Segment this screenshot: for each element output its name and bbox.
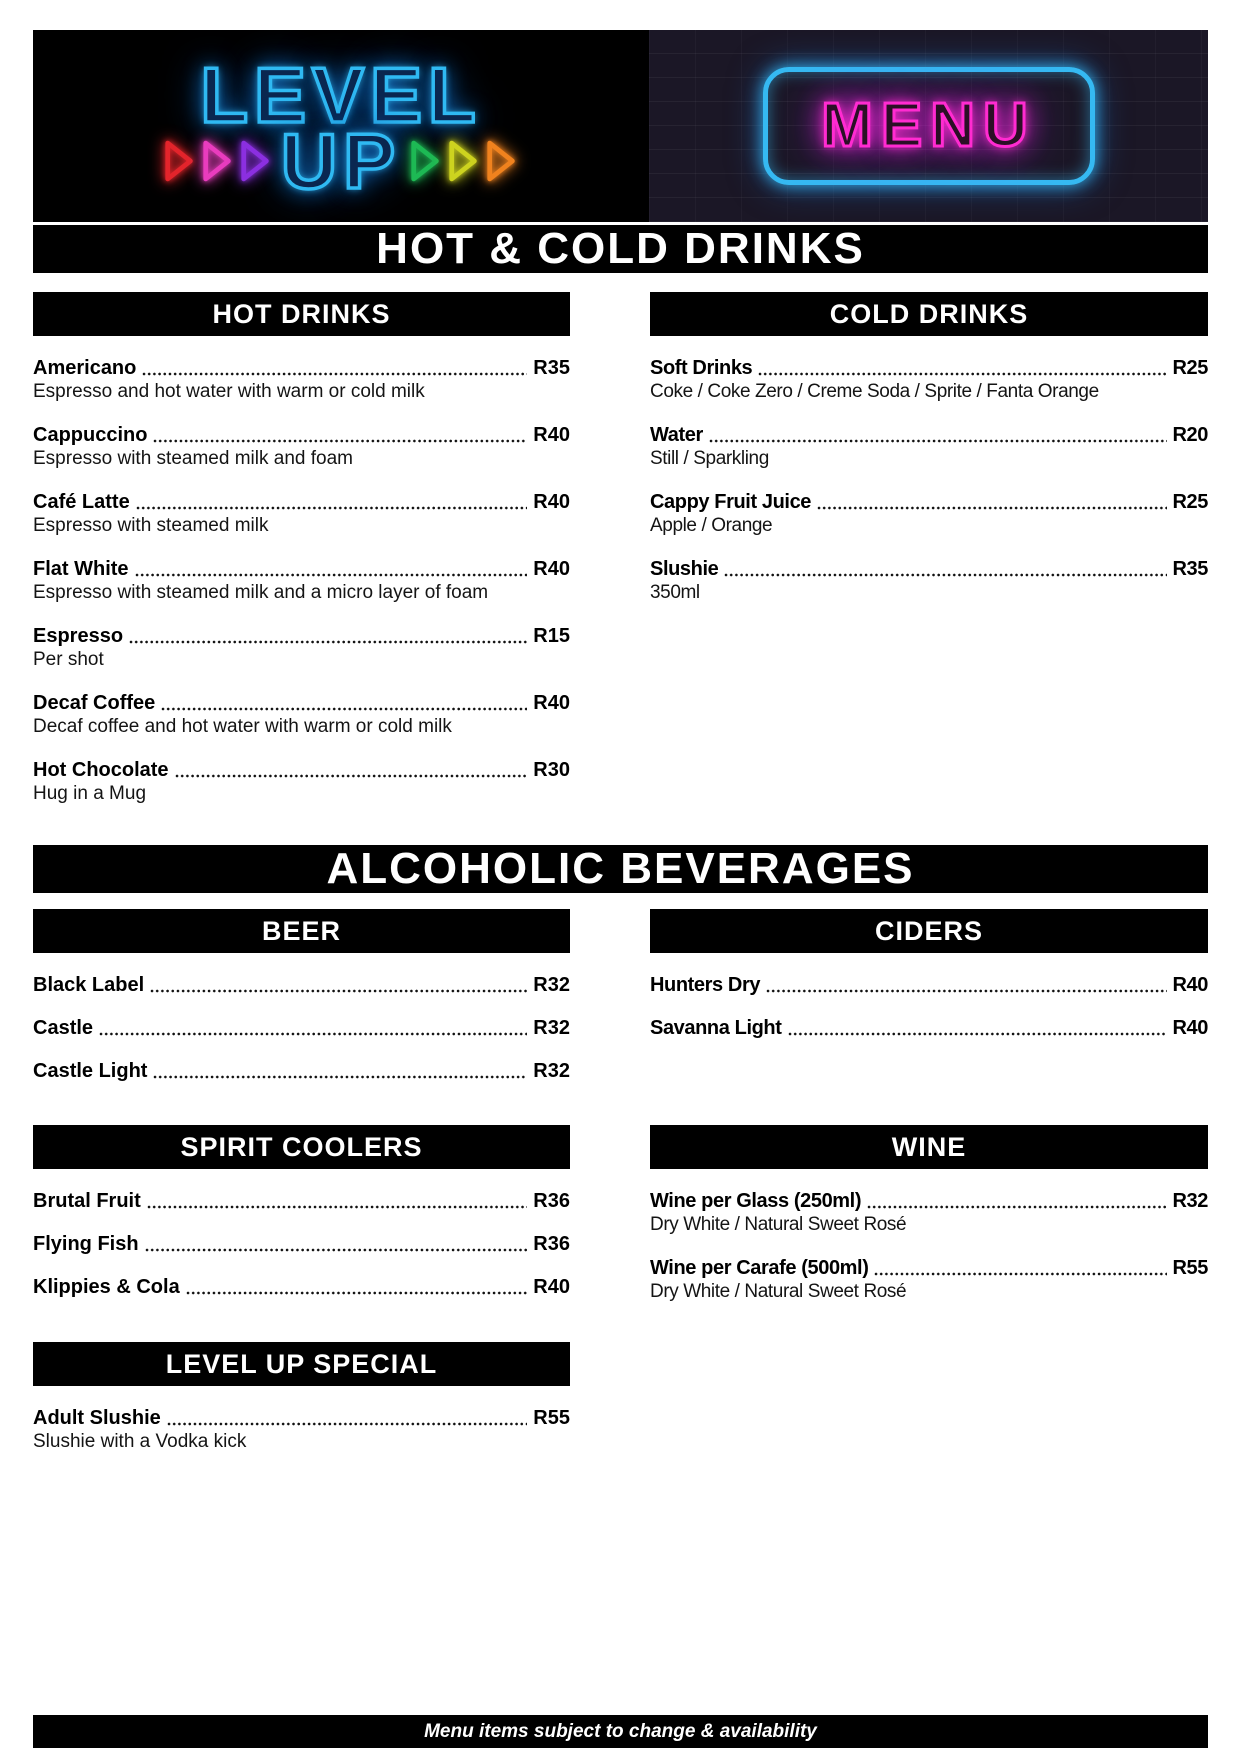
item-price: R40 (1172, 974, 1208, 996)
dotted-leader (167, 1422, 528, 1426)
item-price: R36 (533, 1190, 570, 1212)
section-title: CIDERS (650, 909, 1208, 953)
item-price: R25 (1172, 491, 1208, 513)
item-price: R40 (533, 558, 570, 580)
menu-item (33, 356, 570, 404)
item-name: Flat White (33, 558, 129, 580)
menu-item (33, 758, 570, 806)
dotted-leader (153, 439, 527, 443)
item-name: Soft Drinks (650, 357, 753, 379)
item-name: Cappy Fruit Juice (650, 491, 812, 513)
logo-text-up: UP (280, 117, 402, 205)
menu-item (33, 1275, 570, 1299)
left-arrow-group (163, 138, 273, 184)
item-price: R32 (533, 1060, 570, 1082)
item-name: Slushie (650, 558, 719, 580)
item-name: Adult Slushie (33, 1407, 161, 1429)
item-description: 350ml (650, 582, 700, 603)
item-price: R32 (1172, 1190, 1208, 1212)
level-up-logo (33, 30, 649, 222)
item-name: Cappuccino (33, 424, 148, 446)
dotted-leader (145, 1248, 528, 1252)
beer-spirits-column (33, 909, 570, 1473)
item-description: Espresso and hot water with warm or cold milk (33, 381, 425, 402)
dotted-leader (186, 1291, 528, 1295)
item-price: R30 (533, 759, 570, 781)
item-price: R55 (1172, 1257, 1208, 1279)
alcoholic-columns (33, 909, 1208, 1473)
menu-neon-sign (763, 67, 1095, 185)
banner-alcoholic-beverages: ALCOHOLIC BEVERAGES (33, 845, 1208, 893)
item-description: Dry White / Natural Sweet Rosé (650, 1281, 907, 1302)
chevron-right-icon (485, 138, 519, 184)
section-wine (650, 1125, 1208, 1342)
item-name: Decaf Coffee (33, 692, 156, 714)
menu-item (650, 356, 1208, 404)
item-name: Espresso (33, 625, 124, 647)
item-description: Per shot (33, 649, 104, 670)
chevron-right-icon (447, 138, 481, 184)
item-price: R36 (533, 1233, 570, 1255)
item-price: R20 (1172, 424, 1208, 446)
section-title: COLD DRINKS (650, 292, 1208, 336)
item-price: R40 (533, 692, 570, 714)
item-name: Klippies & Cola (33, 1276, 180, 1298)
cold-drinks-column (650, 292, 1208, 624)
item-description: Slushie with a Vodka kick (33, 1431, 247, 1452)
menu-item (650, 973, 1208, 997)
item-price: R32 (533, 974, 570, 996)
section-beer (33, 909, 570, 1125)
dotted-leader (135, 573, 528, 577)
item-description: Espresso with steamed milk and a micro layer of foam (33, 582, 489, 603)
dotted-leader (136, 506, 528, 510)
item-description: Espresso with steamed milk and foam (33, 448, 353, 469)
section-title: LEVEL UP SPECIAL (33, 1342, 570, 1386)
dotted-leader (758, 372, 1166, 376)
section-hot-drinks (33, 292, 570, 806)
menu-item (33, 423, 570, 471)
item-price: R32 (533, 1017, 570, 1039)
section-ciders (650, 909, 1208, 1125)
menu-item (650, 423, 1208, 471)
dotted-leader (874, 1272, 1166, 1276)
brick-wall-background (649, 30, 1208, 222)
item-name: Castle (33, 1017, 94, 1039)
menu-item (33, 1016, 570, 1040)
item-name: Americano (33, 357, 137, 379)
item-name: Savanna Light (650, 1017, 782, 1039)
chevron-right-icon (239, 138, 273, 184)
dotted-leader (99, 1032, 527, 1036)
menu-item (33, 557, 570, 605)
item-price: R40 (533, 1276, 570, 1298)
hot-drinks-column (33, 292, 570, 825)
menu-item (650, 1189, 1208, 1237)
item-description: Espresso with steamed milk (33, 515, 269, 536)
menu-item (33, 1232, 570, 1256)
chevron-right-icon (163, 138, 197, 184)
dotted-leader (175, 774, 528, 778)
item-name: Black Label (33, 974, 145, 996)
item-name: Hot Chocolate (33, 759, 169, 781)
item-price: R15 (533, 625, 570, 647)
section-title: BEER (33, 909, 570, 953)
item-price: R40 (533, 491, 570, 513)
dotted-leader (129, 640, 527, 644)
ciders-wine-column (650, 909, 1208, 1342)
section-spirit-coolers (33, 1125, 570, 1342)
menu-item (650, 1016, 1208, 1040)
dotted-leader (153, 1075, 527, 1079)
dotted-leader (788, 1032, 1167, 1036)
section-title: WINE (650, 1125, 1208, 1169)
dotted-leader (142, 372, 527, 376)
dotted-leader (709, 439, 1167, 443)
dotted-leader (147, 1205, 528, 1209)
menu-item (650, 1256, 1208, 1304)
right-arrow-group (409, 138, 519, 184)
menu-item (33, 490, 570, 538)
header-banner (33, 30, 1208, 222)
dotted-leader (766, 989, 1166, 993)
item-price: R40 (533, 424, 570, 446)
item-name: Water (650, 424, 703, 446)
chevron-right-icon (201, 138, 235, 184)
hot-cold-columns (33, 292, 1208, 825)
item-name: Brutal Fruit (33, 1190, 141, 1212)
banner-hot-cold-drinks: HOT & COLD DRINKS (33, 225, 1208, 273)
dotted-leader (724, 573, 1166, 577)
logo-text-level: LEVEL (200, 51, 482, 139)
footer-note: Menu items subject to change & availability (33, 1715, 1208, 1748)
item-name: Café Latte (33, 491, 130, 513)
menu-sign-text: MENU (821, 91, 1036, 160)
menu-item (33, 1189, 570, 1213)
section-title: SPIRIT COOLERS (33, 1125, 570, 1169)
chevron-right-icon (409, 138, 443, 184)
menu-item (33, 1406, 570, 1454)
item-description: Coke / Coke Zero / Creme Soda / Sprite / Fanta Orange (650, 381, 1099, 402)
item-name: Castle Light (33, 1060, 148, 1082)
item-description: Hug in a Mug (33, 783, 147, 804)
section-level-up-special (33, 1342, 570, 1454)
item-description: Decaf coffee and hot water with warm or cold milk (33, 716, 452, 737)
dotted-leader (817, 506, 1166, 510)
section-cold-drinks (650, 292, 1208, 605)
item-name: Flying Fish (33, 1233, 139, 1255)
dotted-leader (867, 1205, 1166, 1209)
menu-item (33, 1059, 570, 1083)
dotted-leader (150, 989, 527, 993)
item-price: R40 (1172, 1017, 1208, 1039)
item-name: Wine per Glass (250ml) (650, 1190, 862, 1212)
item-price: R25 (1172, 357, 1208, 379)
dotted-leader (161, 707, 527, 711)
item-price: R35 (533, 357, 570, 379)
menu-item (650, 490, 1208, 538)
menu-item (33, 624, 570, 672)
section-title: HOT DRINKS (33, 292, 570, 336)
item-name: Hunters Dry (650, 974, 761, 996)
item-description: Dry White / Natural Sweet Rosé (650, 1214, 907, 1235)
item-price: R35 (1172, 558, 1208, 580)
item-description: Still / Sparkling (650, 448, 769, 469)
menu-item (33, 691, 570, 739)
item-description: Apple / Orange (650, 515, 773, 536)
item-price: R55 (533, 1407, 570, 1429)
item-name: Wine per Carafe (500ml) (650, 1257, 869, 1279)
menu-item (33, 973, 570, 997)
menu-item (650, 557, 1208, 605)
